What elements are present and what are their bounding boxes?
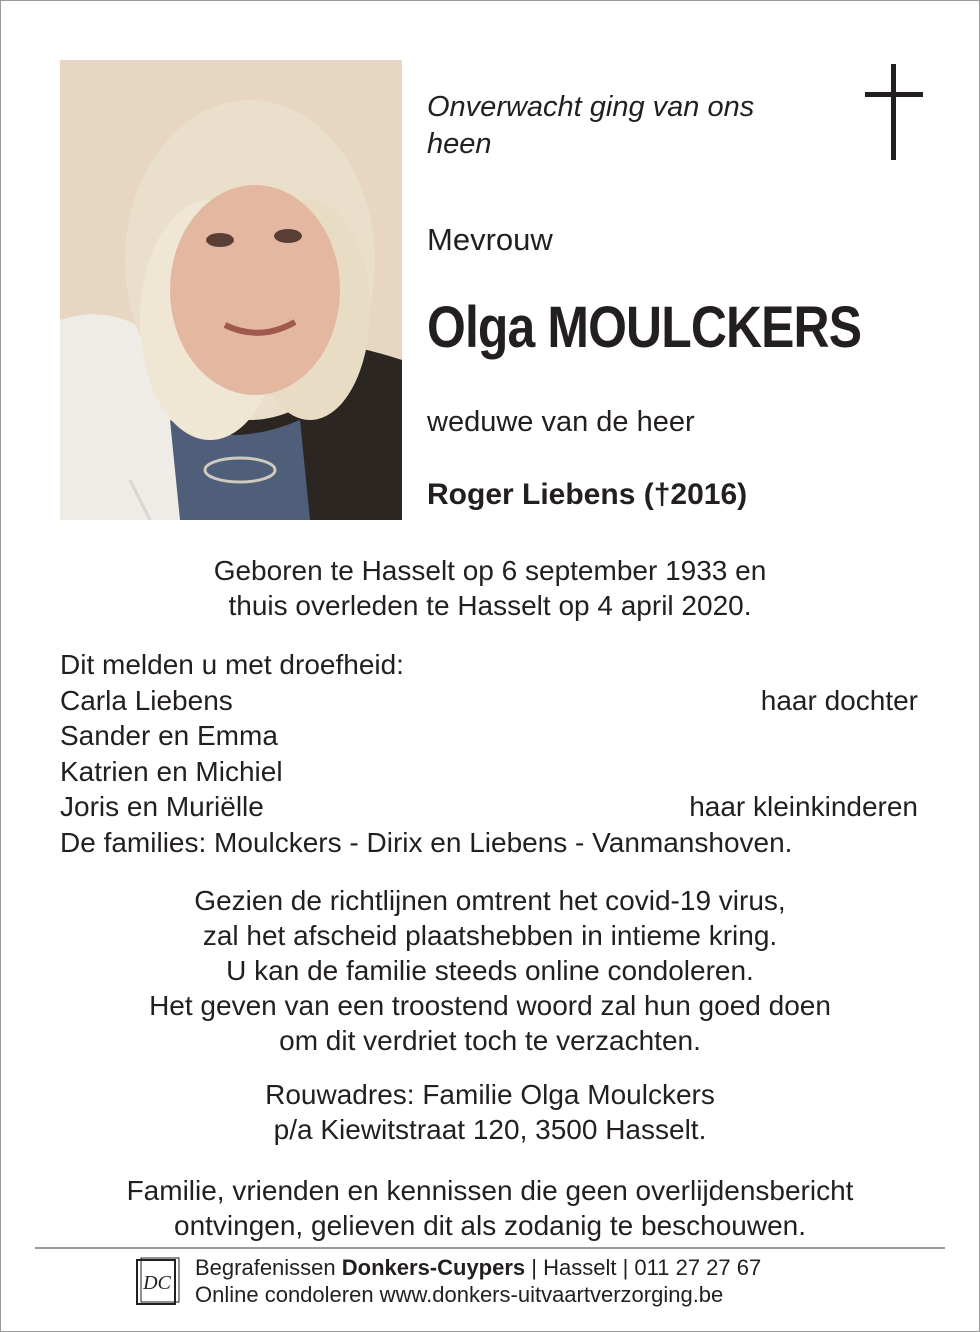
covid-line: Gezien de richtlijnen omtrent het covid-19 virus, [194,885,786,916]
notice-line: ontvingen, gelieven dit als zodanig te beschouwen. [174,1210,806,1241]
cross-icon [865,64,923,160]
family-member: Joris en Muriëlle [60,791,264,822]
family-row [60,754,918,790]
family-member: Sander en Emma [60,720,278,751]
family-row [60,718,918,754]
address-line: Rouwadres: Familie Olga Moulckers [265,1079,715,1110]
family-intro: Dit melden u met droefheid: [60,649,404,680]
family-member: Katrien en Michiel [60,755,283,787]
family-member: Carla Liebens [60,684,233,716]
death-line: thuis overleden te Hasselt op 4 april 2020. [228,590,752,621]
family-closing: De families: Moulckers - Dirix en Liebens - Vanmanshoven. [60,826,793,858]
address-line: p/a Kiewitstraat 120, 3500 Hasselt. [273,1114,707,1145]
family-list [60,647,918,860]
logo-text: DC [143,1272,171,1294]
intro-text: Onverwacht ging van ons heen [427,91,755,160]
deceased-name: Olga MOULCKERS [427,295,862,360]
funeral-home-info [195,1254,761,1308]
family-row [60,683,918,719]
honorific: Mevrouw [427,222,553,257]
family-relation: haar kleinkinderen [689,791,918,822]
notice-line: Familie, vrienden en kennissen die geen overlijdensbericht [126,1175,854,1206]
mourning-address [1,1077,979,1147]
covid-line: zal het afscheid plaatshebben in intieme kring. [202,920,778,951]
covid-line: U kan de familie steeds online condoleren. [226,955,754,986]
footer-divider [35,1247,945,1249]
family-row [60,789,918,825]
widow-text: weduwe van de heer [427,406,695,438]
notice-text [1,1173,979,1243]
covid-line: Het geven van een troostend woord zal hun goed doen [149,990,831,1021]
birth-line: Geboren te Hasselt op 6 september 1933 en [213,555,767,586]
covid-message [1,883,979,1058]
spouse-name: Roger Liebens (†2016) [427,478,748,511]
covid-line: om dit verdriet toch te verzachten. [279,1025,701,1056]
funeral-home-name: Donkers-Cuypers [341,1255,526,1280]
funeral-home-logo [135,1256,181,1308]
family-relation: haar dochter [760,684,918,716]
online-condolence-link[interactable]: Online condoleren www.donkers-uitvaartverzorging.be [195,1282,724,1307]
birth-death-info [1,553,979,623]
funeral-home-line [195,1254,761,1281]
footer-prefix: Begrafenissen [195,1255,342,1280]
footer-contact: | Hasselt | 011 27 27 67 [525,1255,762,1280]
portrait-photo [60,60,402,520]
